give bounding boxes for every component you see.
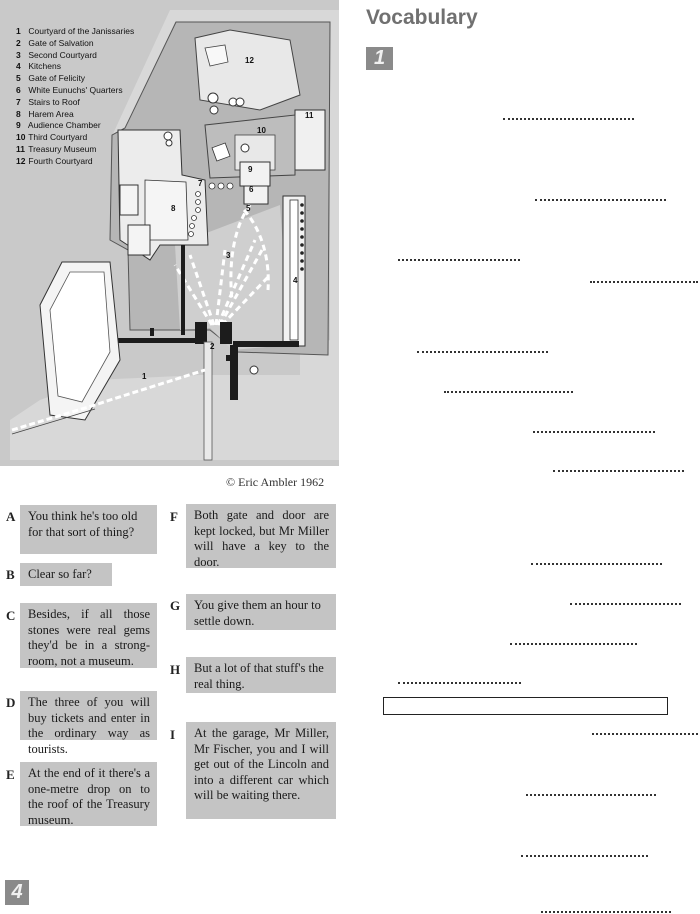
answer-blank[interactable] — [541, 911, 671, 913]
svg-text:3: 3 — [226, 251, 231, 260]
card-letter: C — [6, 608, 16, 623]
legend-item: 9 Audience Chamber — [16, 120, 101, 131]
legend-item: 11 Treasury Museum — [16, 143, 97, 154]
answer-blank[interactable] — [535, 199, 666, 201]
card-letter: G — [170, 598, 181, 613]
svg-text:5: 5 — [246, 204, 251, 213]
legend-item: 12 Fourth Courtyard — [16, 155, 93, 166]
legend-item: 7 Stairs to Roof — [16, 96, 80, 107]
kitchens-chimneys — [300, 203, 304, 271]
card-letter: E — [6, 767, 15, 782]
legend-item: 10 Third Courtyard — [16, 132, 88, 143]
svg-text:2: 2 — [210, 342, 215, 351]
svg-text:12: 12 — [245, 56, 254, 65]
legend-item: 4 Kitchens — [16, 61, 61, 72]
answer-blank[interactable] — [570, 603, 681, 605]
svg-text:10: 10 — [257, 126, 266, 135]
map-legend — [16, 26, 134, 168]
answer-blank[interactable] — [590, 281, 698, 283]
sentence-card-a: You think he's too old for that sort of thing? — [20, 505, 157, 554]
sentence-card-g: You give them an hour to settle down. — [186, 594, 336, 630]
svg-text:8: 8 — [171, 204, 176, 213]
answer-blank[interactable] — [510, 643, 637, 645]
exercise-number-icon: 1 — [366, 47, 393, 70]
gate-road — [204, 342, 212, 460]
card-letter: H — [170, 662, 181, 677]
svg-text:11: 11 — [305, 111, 314, 120]
sentence-card-c: Besides, if all those stones were real gems they'd be in a strong-room, not a museum. — [20, 603, 157, 668]
sentence-card-b: Clear so far? — [20, 563, 112, 586]
answer-blank[interactable] — [526, 794, 656, 796]
answer-blank[interactable] — [531, 563, 662, 565]
audience-chamber-building — [240, 162, 270, 186]
legend-item: 6 White Eunuchs' Quarters — [16, 84, 123, 95]
sentence-card-h: But a lot of that stuff's the real thing. — [186, 657, 336, 693]
sentence-card-f: Both gate and door are kept locked, but Mr Miller will have a key to the door. — [186, 504, 336, 568]
sentence-card-i: At the garage, Mr Miller, Mr Fischer, you and I will get out of the Lincoln and into a different car which will be waiting there. — [186, 722, 336, 819]
svg-text:4: 4 — [293, 276, 298, 285]
answer-blank[interactable] — [592, 733, 698, 735]
card-letter: D — [6, 695, 16, 710]
svg-text:7: 7 — [198, 179, 203, 188]
vocabulary-heading: Vocabulary — [366, 6, 478, 29]
legend-item: 5 Gate of Felicity — [16, 73, 86, 84]
copyright-text: © Eric Ambler 1962 — [226, 475, 325, 489]
answer-blank[interactable] — [417, 351, 548, 353]
palace-map — [0, 0, 339, 466]
answer-blank[interactable] — [398, 682, 521, 684]
svg-text:6: 6 — [249, 185, 254, 194]
sentence-card-d: The three of you will buy tickets and enter in the ordinary way as tourists. — [20, 691, 157, 740]
card-letter: B — [6, 567, 15, 582]
legend-item: 2 Gate of Salvation — [16, 37, 94, 48]
answer-blank[interactable] — [533, 431, 655, 433]
svg-text:1: 1 — [142, 372, 147, 381]
legend-item: 1 Courtyard of the Janissaries — [16, 26, 135, 36]
card-letter: F — [170, 509, 178, 524]
card-letter: A — [6, 509, 16, 524]
answer-box[interactable] — [383, 697, 668, 715]
answer-blank[interactable] — [444, 391, 573, 393]
sentence-card-e: At the end of it there's a one-metre drop on to the roof of the Treasury museum. — [20, 762, 157, 826]
svg-text:9: 9 — [248, 165, 253, 174]
card-letter: I — [170, 727, 176, 742]
answer-blank[interactable] — [503, 118, 634, 120]
answer-blank[interactable] — [398, 259, 520, 261]
legend-item: 3 Second Courtyard — [16, 49, 97, 60]
legend-item: 8 Harem Area — [16, 108, 74, 119]
answer-blank[interactable] — [553, 470, 684, 472]
exercise-number-icon: 4 — [5, 880, 29, 905]
answer-blank[interactable] — [521, 855, 648, 857]
